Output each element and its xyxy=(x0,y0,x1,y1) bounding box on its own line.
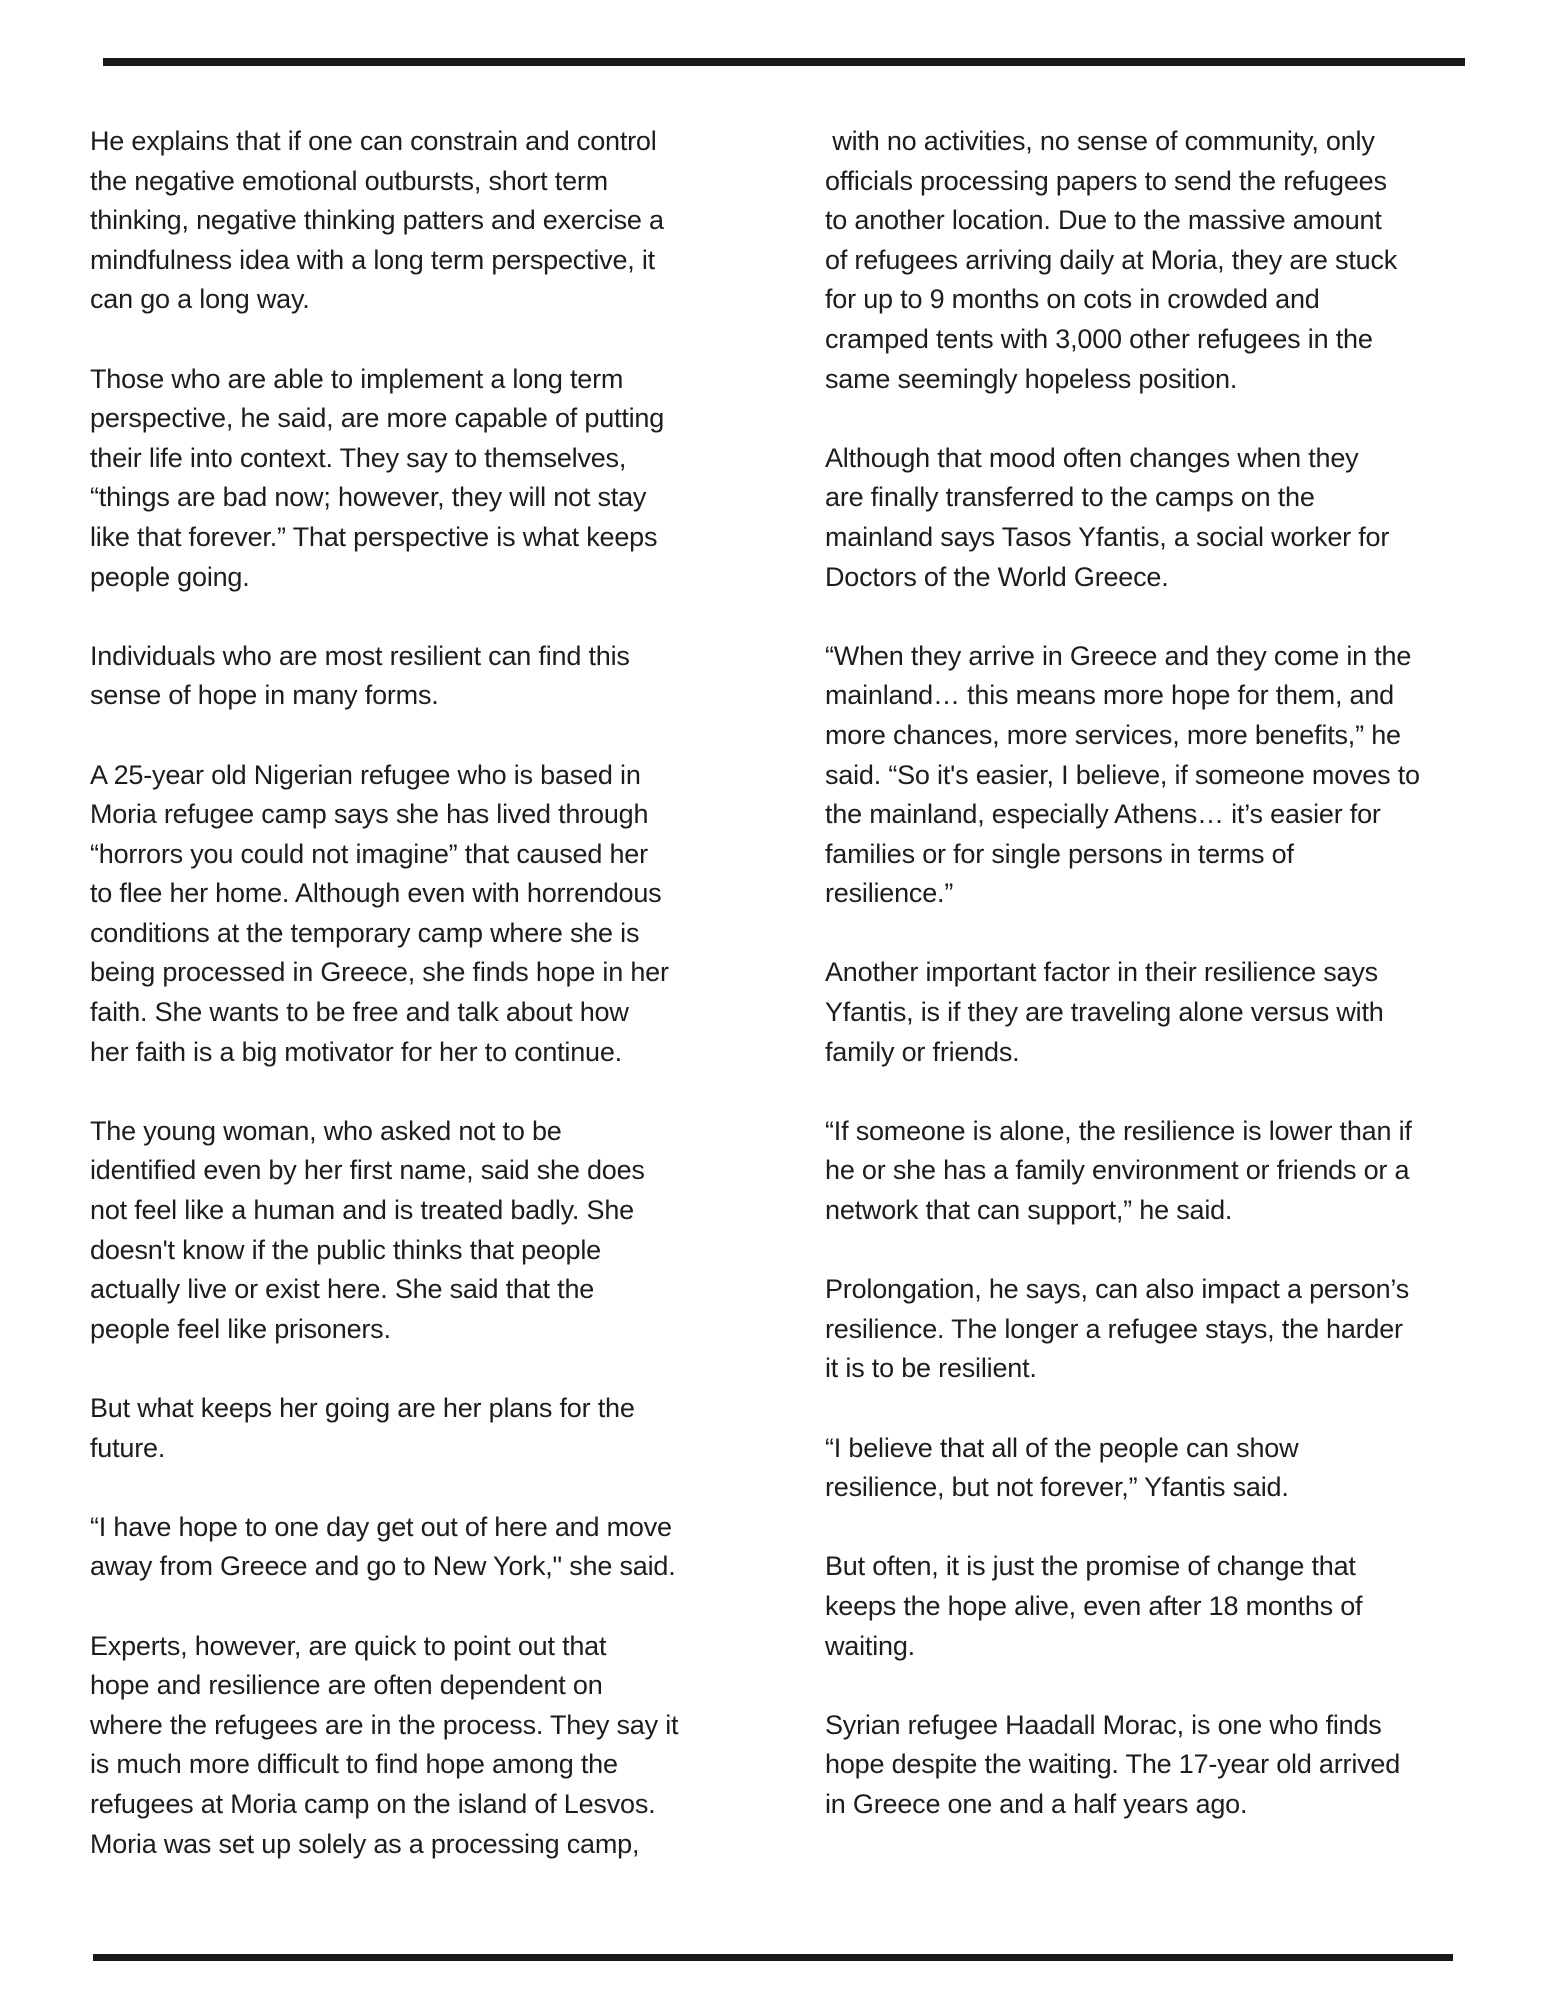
text-line: “I believe that all of the people can show xyxy=(825,1432,1299,1463)
paragraph xyxy=(825,1706,1525,1825)
paragraph xyxy=(825,122,1525,399)
text-line: But what keeps her going are her plans for the xyxy=(90,1393,635,1423)
text-line: Experts, however, are quick to point out that xyxy=(90,1630,607,1661)
text-line: mainland says Tasos Yfantis, a social worker for xyxy=(825,521,1390,552)
text-line: faith. She wants to be free and talk about how xyxy=(90,997,629,1028)
text-line: their life into context. They say to themselves, xyxy=(90,442,627,473)
text-line: Yfantis, is if they are traveling alone versus with xyxy=(825,997,1384,1028)
paragraph xyxy=(825,637,1525,914)
text-line: “When they arrive in Greece and they come in the xyxy=(825,640,1412,671)
text-line: more chances, more services, more benefits,” he xyxy=(825,719,1401,750)
text-line: people going. xyxy=(90,561,250,592)
text-line: He explains that if one can constrain and control xyxy=(90,126,657,156)
text-line: The young woman, who asked not to be xyxy=(90,1115,562,1146)
paragraph xyxy=(90,756,790,1073)
text-line: are finally transferred to the camps on the xyxy=(825,482,1315,513)
text-line: Individuals who are most resilient can find this xyxy=(90,640,630,671)
text-line: Prolongation, he says, can also impact a person’s xyxy=(825,1274,1410,1305)
paragraph xyxy=(90,122,790,320)
paragraph xyxy=(825,439,1525,597)
text-line: same seemingly hopeless position. xyxy=(825,363,1238,394)
text-line: “horrors you could not imagine” that caused her xyxy=(90,838,648,869)
text-line: her faith is a big motivator for her to continue. xyxy=(90,1036,622,1067)
paragraph xyxy=(90,1627,790,1865)
text-line: cramped tents with 3,000 other refugees in the xyxy=(825,323,1373,354)
paragraph xyxy=(825,1429,1525,1508)
paragraph xyxy=(825,1112,1525,1231)
text-line: in Greece one and a half years ago. xyxy=(825,1788,1248,1819)
text-line: Although that mood often changes when they xyxy=(825,442,1359,473)
text-line: resilience, but not forever,” Yfantis said. xyxy=(825,1472,1289,1503)
top-rule xyxy=(103,58,1465,66)
text-line: resilience. The longer a refugee stays, the harder xyxy=(825,1313,1403,1344)
text-line: to another location. Due to the massive amount xyxy=(825,205,1382,236)
text-line: conditions at the temporary camp where she is xyxy=(90,917,640,948)
bottom-rule xyxy=(93,1954,1453,1961)
text-line: said. “So it's easier, I believe, if someone moves to xyxy=(825,759,1420,790)
text-line: waiting. xyxy=(825,1630,915,1661)
text-line: “things are bad now; however, they will not stay xyxy=(90,482,647,513)
text-line: future. xyxy=(90,1432,166,1463)
paragraph xyxy=(90,637,790,716)
text-line: Moria was set up solely as a processing camp, xyxy=(90,1828,640,1859)
text-line: Those who are able to implement a long term xyxy=(90,363,624,394)
text-line: doesn't know if the public thinks that people xyxy=(90,1234,601,1265)
text-line: the mainland, especially Athens… it’s easier for xyxy=(825,799,1381,830)
text-line: he or she has a family environment or friends or a xyxy=(825,1155,1410,1186)
paragraph xyxy=(825,953,1525,1072)
text-line: to flee her home. Although even with horrendous xyxy=(90,878,662,909)
text-line: But often, it is just the promise of change that xyxy=(825,1551,1356,1582)
text-line: with no activities, no sense of community, only xyxy=(825,126,1375,156)
text-line: not feel like a human and is treated badly. She xyxy=(90,1195,634,1226)
text-line: hope despite the waiting. The 17-year old arrived xyxy=(825,1749,1401,1780)
text-line: thinking, negative thinking patters and exercise a xyxy=(90,205,664,236)
text-line: A 25-year old Nigerian refugee who is based in xyxy=(90,759,641,790)
text-line: resilience.” xyxy=(825,878,954,909)
text-line: keeps the hope alive, even after 18 months of xyxy=(825,1590,1363,1621)
left-column xyxy=(90,122,790,1904)
text-line: perspective, he said, are more capable of putting xyxy=(90,403,665,434)
paragraph xyxy=(90,1508,790,1587)
text-line: the negative emotional outbursts, short term xyxy=(90,165,608,196)
right-column xyxy=(825,122,1525,1864)
text-line: of refugees arriving daily at Moria, they are stuck xyxy=(825,244,1398,275)
text-line: Doctors of the World Greece. xyxy=(825,561,1169,592)
text-line: away from Greece and go to New York," she said. xyxy=(90,1551,676,1582)
text-line: network that can support,” he said. xyxy=(825,1195,1233,1226)
text-line: it is to be resilient. xyxy=(825,1353,1037,1384)
text-line: “I have hope to one day get out of here and move xyxy=(90,1511,672,1542)
text-line: can go a long way. xyxy=(90,284,310,315)
text-line: actually live or exist here. She said that the xyxy=(90,1274,595,1305)
text-line: being processed in Greece, she finds hope in her xyxy=(90,957,669,988)
text-line: identified even by her first name, said she does xyxy=(90,1155,645,1186)
paragraph xyxy=(825,1547,1525,1666)
text-line: sense of hope in many forms. xyxy=(90,680,439,711)
text-line: people feel like prisoners. xyxy=(90,1313,391,1344)
text-line: mindfulness idea with a long term perspective, it xyxy=(90,244,655,275)
text-line: Moria refugee camp says she has lived through xyxy=(90,799,649,830)
text-line: “If someone is alone, the resilience is lower than if xyxy=(825,1115,1412,1146)
text-line: Syrian refugee Haadall Morac, is one who finds xyxy=(825,1709,1382,1740)
paragraph xyxy=(90,1389,790,1468)
text-line: officials processing papers to send the refugees xyxy=(825,165,1387,196)
text-line: hope and resilience are often dependent on xyxy=(90,1670,603,1701)
text-line: where the refugees are in the process. They say it xyxy=(90,1709,679,1740)
text-line: Another important factor in their resilience says xyxy=(825,957,1378,988)
paragraph xyxy=(90,1112,790,1350)
text-line: mainland… this means more hope for them, and xyxy=(825,680,1394,711)
text-line: refugees at Moria camp on the island of Lesvos. xyxy=(90,1788,656,1819)
text-line: family or friends. xyxy=(825,1036,1020,1067)
text-line: families or for single persons in terms of xyxy=(825,838,1294,869)
paragraph xyxy=(90,360,790,598)
text-line: for up to 9 months on cots in crowded and xyxy=(825,284,1320,315)
text-line: like that forever.” That perspective is what keeps xyxy=(90,521,658,552)
text-line: is much more difficult to find hope among the xyxy=(90,1749,618,1780)
paragraph xyxy=(825,1270,1525,1389)
